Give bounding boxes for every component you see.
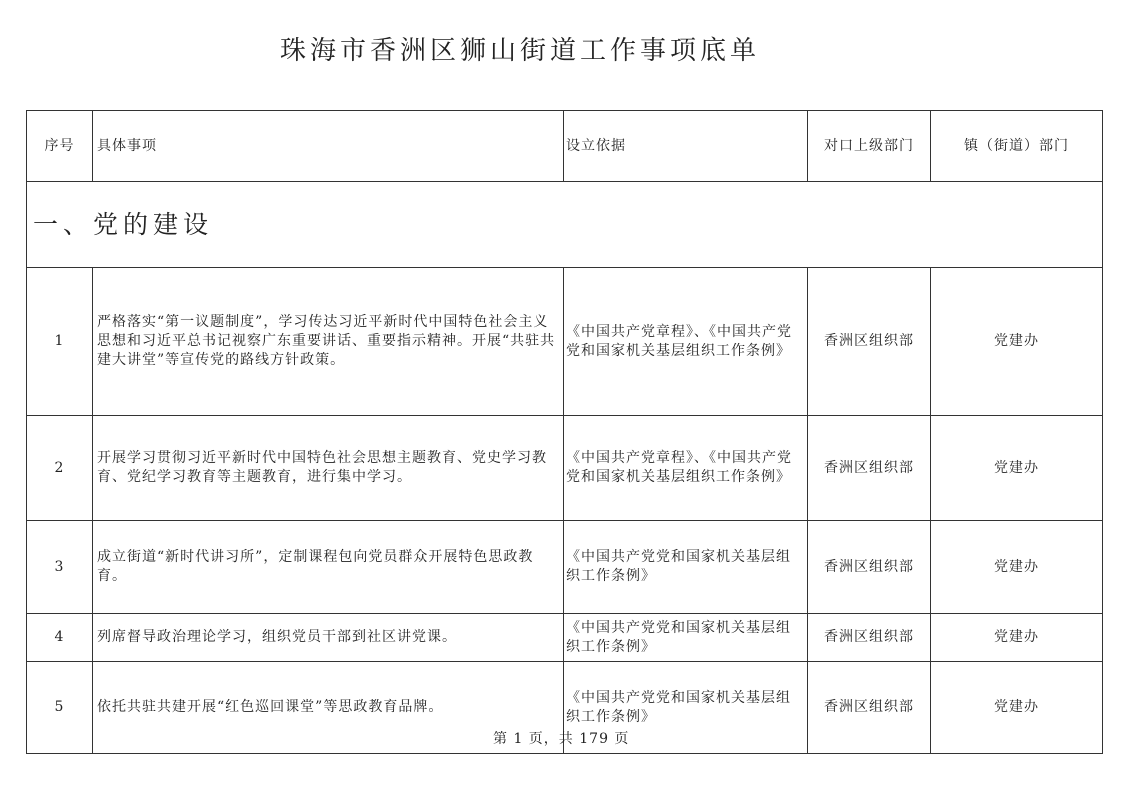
header-dept: 镇（街道）部门 — [931, 111, 1103, 182]
row-seq: 5 — [27, 662, 93, 754]
row-superior: 香洲区组织部 — [808, 416, 931, 521]
row-superior: 香洲区组织部 — [808, 662, 931, 754]
row-dept: 党建办 — [931, 521, 1103, 614]
row-seq: 2 — [27, 416, 93, 521]
section-row — [27, 182, 1103, 268]
table-row — [27, 416, 1103, 521]
row-dept: 党建办 — [931, 268, 1103, 416]
table-row — [27, 614, 1103, 662]
header-superior: 对口上级部门 — [808, 111, 931, 182]
row-basis: 《中国共产党党和国家机关基层组织工作条例》 — [564, 521, 808, 614]
page-footer: 第 1 页，共 179 页 — [493, 731, 630, 747]
row-dept: 党建办 — [931, 614, 1103, 662]
table-row — [27, 521, 1103, 614]
row-item: 严格落实“第一议题制度”，学习传达习近平新时代中国特色社会主义思想和习近平总书记视察广东重要讲话、重要指示精神。开展“共驻共建大讲堂”等宣传党的路线方针政策。 — [93, 268, 564, 416]
row-seq: 3 — [27, 521, 93, 614]
row-superior: 香洲区组织部 — [808, 614, 931, 662]
header-seq: 序号 — [27, 111, 93, 182]
row-seq: 4 — [27, 614, 93, 662]
work-items-table — [26, 110, 1103, 754]
row-seq: 1 — [27, 268, 93, 416]
row-item: 列席督导政治理论学习，组织党员干部到社区讲党课。 — [93, 614, 564, 662]
row-superior: 香洲区组织部 — [808, 521, 931, 614]
table-header-row — [27, 111, 1103, 182]
row-item: 成立街道“新时代讲习所”，定制课程包向党员群众开展特色思政教育。 — [93, 521, 564, 614]
header-basis: 设立依据 — [564, 111, 808, 182]
table-row — [27, 268, 1103, 416]
row-basis: 《中国共产党章程》、《中国共产党党和国家机关基层组织工作条例》 — [564, 268, 808, 416]
row-superior: 香洲区组织部 — [808, 268, 931, 416]
document-title: 珠海市香洲区狮山街道工作事项底单 — [279, 36, 760, 66]
row-dept: 党建办 — [931, 662, 1103, 754]
row-basis: 《中国共产党党和国家机关基层组织工作条例》 — [564, 662, 808, 754]
header-item: 具体事项 — [93, 111, 564, 182]
row-basis: 《中国共产党章程》、《中国共产党党和国家机关基层组织工作条例》 — [564, 416, 808, 521]
row-basis: 《中国共产党党和国家机关基层组织工作条例》 — [564, 614, 808, 662]
section-title: 一、党的建设 — [27, 182, 1103, 268]
row-dept: 党建办 — [931, 416, 1103, 521]
row-item: 依托共驻共建开展“红色巡回课堂”等思政教育品牌。 — [93, 662, 564, 754]
row-item: 开展学习贯彻习近平新时代中国特色社会思想主题教育、党史学习教育、党纪学习教育等主题教育，进行集中学习。 — [93, 416, 564, 521]
